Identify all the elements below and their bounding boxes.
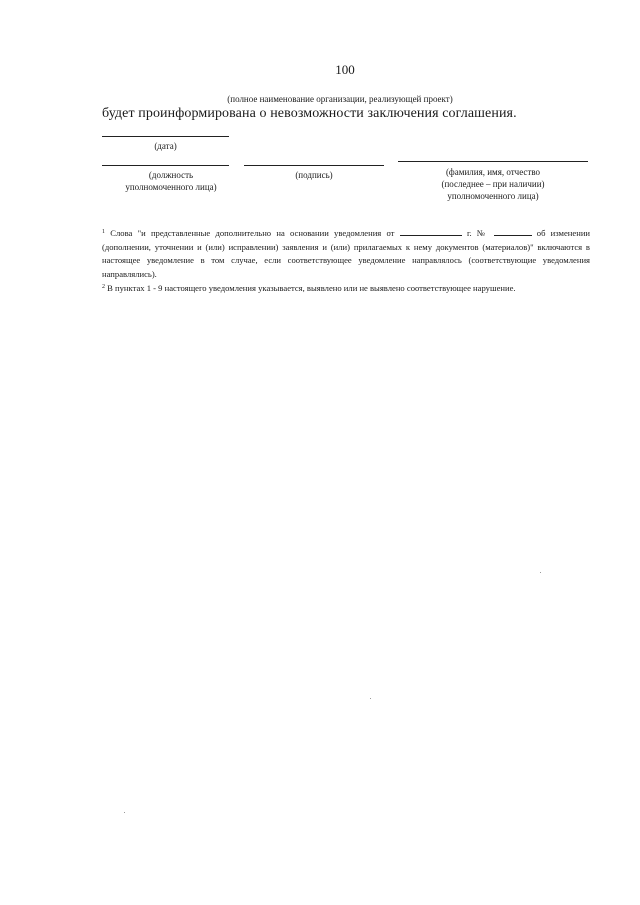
name-caption-line-3: уполномоченного лица): [447, 191, 539, 201]
scan-speck: [370, 698, 371, 699]
page-number: 100: [335, 62, 355, 77]
position-caption-line-1: (должность: [148, 170, 194, 180]
date-caption: (дата): [154, 141, 177, 151]
footnote-1-text-c: об изменении (дополнении, уточнении и (или) исправлении) заявления и (или) прилагаемых к нему документов (материалов)" включаются в настоящее уведомление в том случае, если соответствующее уведомление направлялось (соответствующие уведомления направлялись).: [102, 228, 591, 279]
signature-line: [244, 165, 384, 166]
date-line: [102, 136, 229, 137]
footnote-2: [102, 281, 590, 296]
main-statement: будет проинформирована о невозможности заключения соглашения.: [102, 106, 517, 121]
footnote-marker: 1: [102, 229, 105, 235]
scan-speck: [124, 812, 125, 813]
name-caption-line-1: (фамилия, имя, отчество: [445, 167, 541, 177]
name-caption: [398, 166, 588, 202]
footnotes: [102, 226, 590, 296]
signature-caption: (подпись): [295, 170, 333, 180]
organization-name-caption: (полное наименование организации, реализующей проект): [227, 94, 453, 104]
date-blank: [400, 227, 462, 236]
name-caption-line-2: (последнее – при наличии): [441, 179, 545, 189]
number-blank: [494, 227, 532, 236]
position-caption: [102, 169, 240, 193]
footnote-1: [102, 226, 590, 281]
footnote-1-text-a: Слова "и представленные дополнительно на основании уведомления от: [110, 228, 395, 238]
scan-speck: [540, 572, 541, 573]
position-line: [102, 165, 229, 166]
name-line: [398, 161, 588, 162]
footnote-2-text: В пунктах 1 - 9 настоящего уведомления указывается, выявлено или не выявлено соответствующее нарушение.: [107, 283, 516, 293]
position-caption-line-2: уполномоченного лица): [125, 182, 217, 192]
footnote-1-text-b: г. №: [466, 228, 489, 238]
footnote-marker: 2: [102, 284, 105, 290]
